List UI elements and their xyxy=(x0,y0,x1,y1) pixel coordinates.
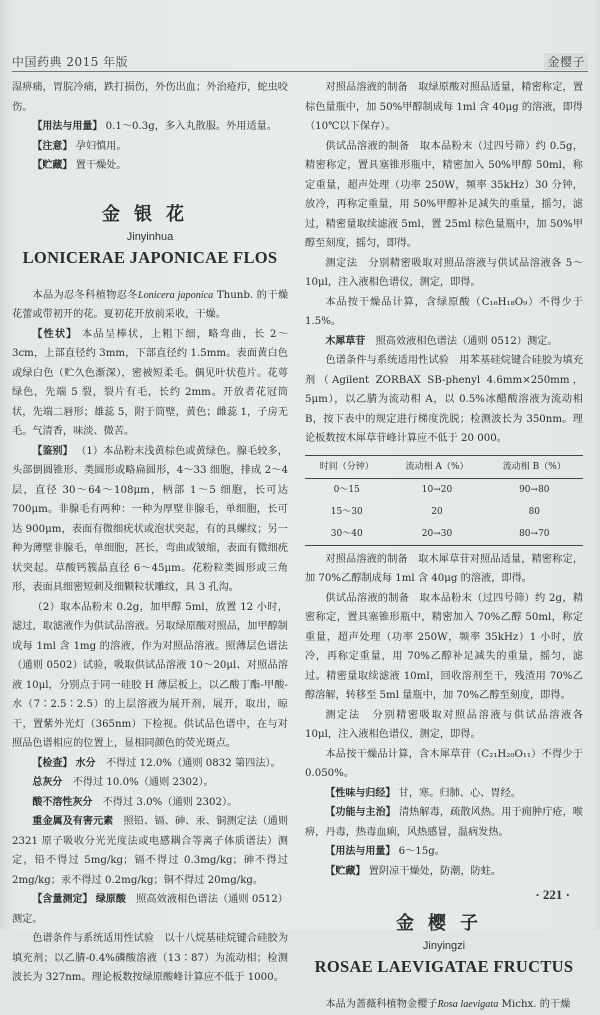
monograph-pinyin: Jinyinhua xyxy=(126,230,174,243)
table-cell: 20 xyxy=(431,506,443,517)
inspection-water: 【检查】 水分 不得过 12.0%（通则 0832 第四法）。 xyxy=(32,757,281,769)
prev-entry-continuation: 湿痹痛，胃脘冷痛，跌打损伤，外伤出血；外治疮疖，蛇虫咬伤。 xyxy=(12,82,288,113)
table-header-row xyxy=(305,455,583,478)
monograph-title-jinyinhua xyxy=(12,202,288,270)
test-solution-prep-2: 供试品溶液的制备 取本品粉末（过四号筛）约 2g，精密称定，置具塞锥形瓶中，精密加入 70%乙醇 50ml，称定重量，超声处理（功率 250W，频率 35kHz）1 小时，放冷，再称定重量，用 70%乙醇补足减失的重量，摇匀，滤过。精密量取续滤液 10ml，回收溶剂至干，残渣用 70%乙醇溶解，转移至 5ml 量瓶中，加 70%乙醇至刻度，即得。 xyxy=(305,592,584,701)
inspection-acid-ash: 酸不溶性灰分 不得过 3.0%（通则 2302）。 xyxy=(32,796,238,808)
monograph-pinyin: Jinyingzi xyxy=(422,940,466,952)
table-cell: 20→30 xyxy=(421,528,453,539)
monograph-cn-title: 金银花 xyxy=(102,203,198,225)
galuteolin-limit: 本品按干燥品计算，含木犀草苷（C₂₁H₂₀O₁₁）不得少于 0.050%。 xyxy=(305,748,583,779)
table-cell: 80→70 xyxy=(519,528,550,539)
identification-item-2: （2）取本品粉末 0.2g，加甲醇 5ml，放置 12 小时，滤过，取滤液作为供试品溶液。另取绿原酸对照品，加甲醇制成每 1ml 含 1mg 的溶液，作为对照品溶液。照薄层色谱法（通则 0502）试验，吸取供试品溶液 10～20μl、对照品溶液 10μl，分别点于同一硅胶 H 薄层板上，以乙酸丁酯-甲酸-水（7∶2.5∶2.5）的上层溶液为展开剂，展开，取出，晾干，置紫外光灯（365nm）下检视。供试品色谱中，在与对照品色谱相应的位置上，显相同颜色的荧光斑点。 xyxy=(12,601,288,749)
source-paragraph-2: 本品为蔷薇科植物金樱子Rosa laevigata Michx. 的干燥 xyxy=(325,999,571,1010)
gradient-table xyxy=(305,455,583,546)
identification-section: 【鉴别】 （1）本品粉末浅黄棕色或黄绿色。腺毛较多，头部倒圆锥形、类圆形或略扁圆形，4～33 细胞，排成 2～4 层，直径 30～64～108μm，柄部 1～5 细胞，长可达 700μm。非腺毛有两种：一种为厚壁非腺毛，单细胞，长可达 900μm，表面有微细疣状或泡状突起，有的具螺纹；另一种为薄壁非腺毛，单细胞，甚长，弯曲或皱缩，表面有微细疣状突起。草酸钙簇晶直径 6～45μm。花粉粒类圆形或三角形，表面具细密短刺及细颗粒状雕纹，具 3 孔沟。 xyxy=(12,445,288,593)
table-header-phase-a: 流动相 A（%） xyxy=(405,461,469,472)
table-row xyxy=(305,523,583,546)
table-cell: 15～30 xyxy=(330,506,363,517)
header-book-title: 中国药典 2015 年版 xyxy=(12,55,129,69)
source-paragraph: 本品为忍冬科植物忍冬Lonicera japonica Thunb. 的干燥花蕾或带初开的花。夏初花开放前采收，干燥。 xyxy=(12,289,289,320)
chlorogenic-acid-limit: 本品按干燥品计算，含绿原酸（C₁₆H₁₈O₉）不得少于 1.5%。 xyxy=(305,296,583,327)
header-entry-name: 金樱子 xyxy=(544,53,588,70)
table-row xyxy=(305,501,583,523)
monograph-latin-name: ROSAE LAEVIGATAE FRUCTUS xyxy=(314,957,574,976)
monograph-latin-name: LONICERAE JAPONICAE FLOS xyxy=(22,247,278,267)
ref-solution-prep-2: 对照品溶液的制备 取木犀草苷对照品适量，精密称定，加 70%乙醇制成每 1ml 含 40μg 的溶液，即得。 xyxy=(305,553,584,584)
table-header-phase-b: 流动相 B（%） xyxy=(502,461,566,472)
table-cell: 30～40 xyxy=(330,528,363,539)
determination-method-2: 测定法 分别精密吸取对照品溶液与供试品溶液各 10μl，注入液相色谱仪，测定，即得。 xyxy=(305,709,584,740)
prev-usage: 【用法与用量】 0.1～0.3g，多入丸散服。外用适量。 xyxy=(32,121,278,132)
determination-method: 测定法 分别精密吸取对照品溶液与供试品溶液各 5～10μl，注入液相色谱仪，测定，即得。 xyxy=(305,257,584,288)
header-rule xyxy=(12,71,588,72)
monograph-cn-title: 金樱子 xyxy=(396,913,492,934)
inspection-total-ash: 总灰分 不得过 10.0%（通则 2302）。 xyxy=(32,777,214,788)
assay-chromatography: 色谱条件与系统适用性试验 以十八烷基硅烷键合硅胶为填充剂；以乙腈-0.4%磷酸溶液（13∶87）为流动相；检测波长为 327nm。理论板数按绿原酸峰计算应不低于 1000。 xyxy=(12,933,289,983)
prev-storage: 【贮藏】 置干燥处。 xyxy=(32,160,127,171)
ref-solution-prep: 对照品溶液的制备 取绿原酸对照品适量，精密称定，置棕色量瓶中，加 50%甲醇制成每 1ml 含 40μg 的溶液，即得（10℃以下保存）。 xyxy=(305,82,584,132)
test-solution-prep: 供试品溶液的制备 取本品粉末（过四号筛）约 0.5g，精密称定，置具塞锥形瓶中，精密加入 50%甲醇 50ml，称定重量，超声处理（功率 250W，频率 35kHz）30 分钟，放冷，再称定重量，用 50%甲醇补足减失的重量，摇匀，滤过，精密量取续滤液 5ml，置 25ml 棕色量瓶中，加 50%甲醇至刻度，摇匀，即得。 xyxy=(305,140,584,249)
table-cell: 0～15 xyxy=(333,484,360,495)
table-header-time: 时间（分钟） xyxy=(319,461,374,472)
assay-section: 【含量测定】 绿原酸 照高效液相色谱法（通则 0512）测定。 xyxy=(12,894,288,925)
monograph-title-jinyingzi xyxy=(305,911,583,979)
description-section: 【性状】 本品呈棒状，上粗下细，略弯曲，长 2～3cm，上部直径约 3mm，下部直径约 1.5mm。表面黄白色或绿白色（贮久色渐深），密被短柔毛。偶见叶状苞片。花萼绿色，先端 5 裂，裂片有毛，长约 2mm。开放者花冠筒状，先端二唇形；雄蕊 5，附于筒壁，黄色；雌蕊 1，子房无毛。气清香，味淡、微苦。 xyxy=(12,328,289,437)
left-column xyxy=(12,78,288,988)
table-cell: 90→80 xyxy=(519,484,550,495)
prev-caution: 【注意】 孕妇慎用。 xyxy=(32,140,127,152)
usage-dosage: 【用法与用量】 6～15g。 xyxy=(325,846,445,857)
storage: 【贮藏】 置阴凉干燥处，防潮，防蛀。 xyxy=(325,865,502,877)
table-row xyxy=(305,478,583,501)
page-number: · 221 · xyxy=(535,887,570,902)
inspection-heavy-metals: 重金属及有害元素 照铅、镉、砷、汞、铜测定法（通则 2321 原子吸收分光光度法或电感耦合等离子体质谱法）测定，铅不得过 5mg/kg；镉不得过 0.3mg/kg；砷不得过 2mg/kg；汞不得过 0.2mg/kg；铜不得过 20mg/kg。 xyxy=(12,816,289,886)
table-cell: 80 xyxy=(528,506,541,517)
nature-meridian: 【性味与归经】 甘，寒。归肺、心、胃经。 xyxy=(325,787,521,799)
running-header xyxy=(12,50,588,70)
galuteolin-assay: 木犀草苷 照高效液相色谱法（通则 0512）测定。 xyxy=(325,335,558,347)
right-column xyxy=(305,78,583,1015)
function-indication: 【功能与主治】 清热解毒，疏散风热。用于痈肿疔疮，喉痹，丹毒，热毒血痢，风热感冒，温病发热。 xyxy=(305,807,583,838)
chromatography-conditions-2: 色谱条件与系统适用性试验 用苯基硅烷键合硅胶为填充剂（Agilent ZORBAX SB-phenyl 4.6mm×250mm，5μm），以乙腈为流动相 A，以 0.5%冰醋酸溶液为流动相 B，按下表中的规定进行梯度洗脱；检测波长为 350nm。理论板数按木犀草苷峰计算应不低于 20 000。 xyxy=(305,355,584,444)
table-cell: 10→20 xyxy=(421,484,453,495)
